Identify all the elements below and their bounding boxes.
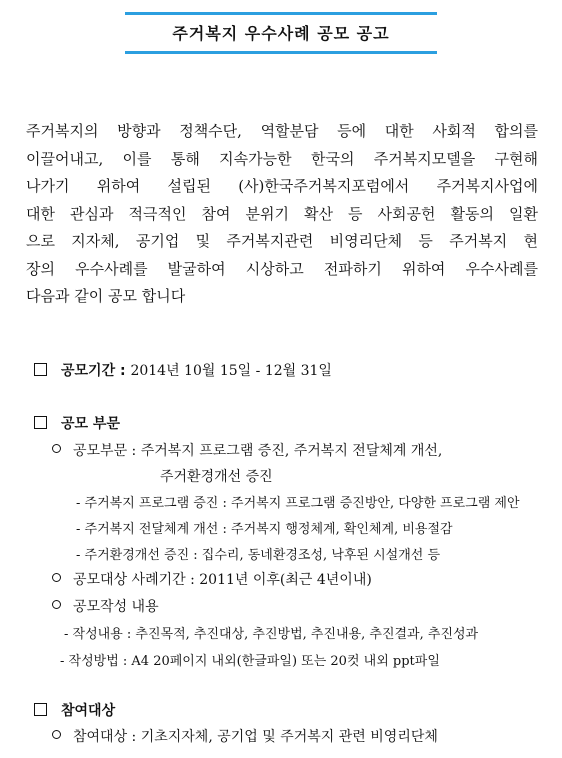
circle-bullet-icon: [52, 600, 61, 609]
circle-bullet-icon: [52, 444, 61, 453]
category-sub-4: - 작성내용 : 추진목적, 추진대상, 추진방법, 추진내용, 추진결과, 추진성과: [64, 627, 479, 642]
period-row: [34, 361, 332, 381]
title-rule-top: [125, 12, 437, 15]
intro-line: 주거복지의 방향과 정책수단, 역할분담 등에 대한 사회적 합의를: [26, 122, 538, 140]
intro-line: 나가기 위하여 설립된 (사)한국주거복지포럼에서 주거복지사업에: [26, 177, 538, 195]
intro-line: 이끌어내고, 이를 통해 지속가능한 한국의 주거복지모델을 구현해: [26, 149, 538, 168]
intro-line: 다음과 같이 공모 합니다: [26, 287, 186, 305]
category-sub-2: - 주거복지 전달체계 개선 : 주거복지 행정체계, 확인체계, 비용절감: [76, 522, 453, 537]
participants-heading: 참여대상: [61, 703, 116, 719]
circle-bullet-icon: [52, 730, 61, 739]
category-item-1: 공모부문 : 주거복지 프로그램 증진, 주거복지 전달체계 개선,: [52, 441, 442, 461]
title-rule-bottom: [125, 51, 437, 54]
page-title: 주거복지 우수사례 공모 공고: [172, 24, 390, 43]
category-item-2: 공모대상 사례기간 : 2011년 이후(최근 4년이내): [52, 570, 372, 590]
category-item-3: 공모작성 내용: [52, 597, 159, 617]
intro-line: 대한 관심과 적극적인 참여 분위기 확산 등 사회공헌 활동의 일환: [26, 204, 538, 223]
category-sub-5: - 작성방법 : A4 20페이지 내외(한글파일) 또는 20컷 내외 ppt파일: [60, 654, 440, 669]
intro-paragraph: [26, 118, 538, 311]
participants-item-1: 참여대상 : 기초지자체, 공기업 및 주거복지 관련 비영리단체: [52, 727, 438, 747]
category-heading: 공모 부문: [61, 416, 120, 432]
intro-line: 으로 지자체, 공기업 및 주거복지관련 비영리단체 등 주거복지 현: [26, 232, 538, 250]
category-sub-1: - 주거복지 프로그램 증진 : 주거복지 프로그램 증진방안, 다양한 프로그램 제안: [76, 496, 520, 511]
participants-heading-row: [34, 701, 115, 721]
checkbox-square-icon: [34, 363, 47, 376]
category-heading-row: [34, 414, 120, 434]
period-label: 공모기간 :: [61, 363, 131, 379]
checkbox-square-icon: [34, 416, 47, 429]
intro-line: 장의 우수사례를 발굴하여 시상하고 전파하기 위하여 우수사례를: [26, 259, 538, 278]
category-sub-3: - 주거환경개선 증진 : 집수리, 동네환경조성, 낙후된 시설개선 등: [76, 548, 441, 563]
checkbox-square-icon: [34, 703, 47, 716]
period-value: 2014년 10월 15일 - 12월 31일: [130, 363, 332, 379]
circle-bullet-icon: [52, 573, 61, 582]
category-item-1-cont: 주거환경개선 증진: [160, 469, 273, 485]
